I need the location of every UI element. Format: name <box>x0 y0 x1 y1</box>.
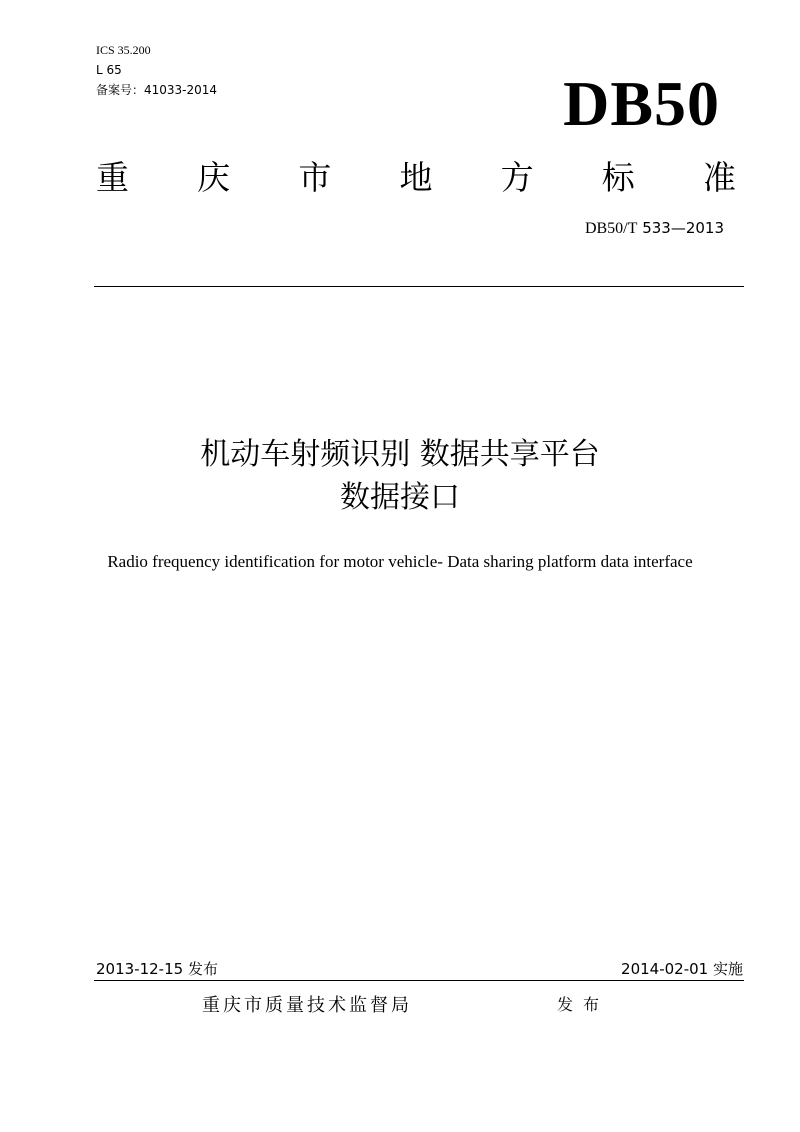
issue-label: 发布 <box>557 995 610 1014</box>
standard-type-heading <box>96 155 736 201</box>
issuing-authority: 重庆市质量技术监督局 <box>202 995 412 1016</box>
record-number: 备案号：41033-2014 <box>96 83 218 97</box>
chinese-title <box>0 433 800 519</box>
standard-type-char: 标 <box>601 158 635 197</box>
standard-type-char: 庆 <box>197 158 231 197</box>
standard-type-char: 市 <box>298 158 332 197</box>
ics-code: ICS 35.200 <box>96 43 151 57</box>
standard-number-value: 533—2013 <box>642 219 724 237</box>
standard-code: DB50 <box>563 68 720 139</box>
classification-block <box>96 40 217 100</box>
chinese-title-line-1: 机动车射频识别 数据共享平台 <box>200 437 600 472</box>
standard-type-char: 地 <box>399 158 433 197</box>
bottom-divider <box>94 980 744 981</box>
top-divider <box>94 286 744 287</box>
english-title: Radio frequency identification for motor vehicle- Data sharing platform data interface <box>107 552 693 571</box>
standard-type-char: 准 <box>702 158 736 197</box>
standard-type-char: 重 <box>96 158 129 197</box>
standard-type-char: 方 <box>500 158 534 197</box>
chinese-title-line-2: 数据接口 <box>340 480 460 515</box>
standard-number <box>585 216 724 241</box>
ccs-code: L 65 <box>96 63 122 77</box>
publish-date: 2013-12-15 发布 <box>96 960 218 978</box>
implementation-date: 2014-02-01 实施 <box>621 960 743 978</box>
standard-number-prefix: DB50/T <box>584 220 638 237</box>
